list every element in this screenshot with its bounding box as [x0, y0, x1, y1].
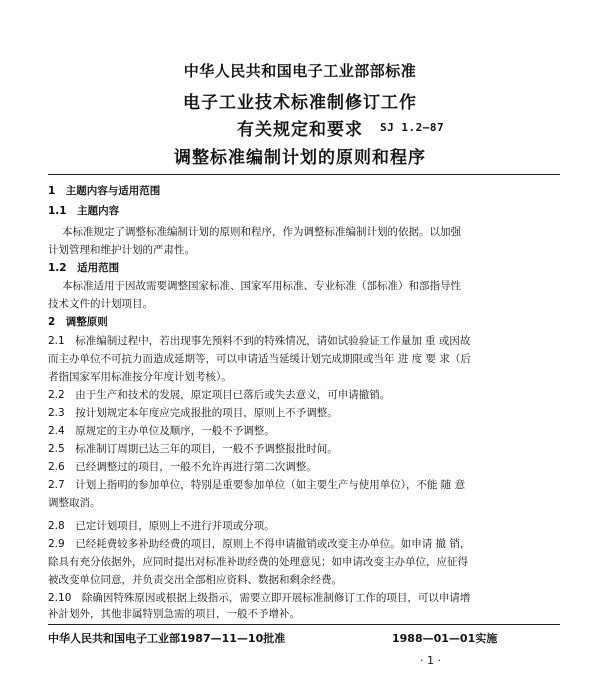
- s2-8: 2.8 已定计划项目，原则上不进行并项或分项。: [48, 520, 275, 532]
- s2-7-line-1: 2.7 计划上指明的参加单位，特别是重要参加单位（如主要生产与使用单位），不能 随 意: [48, 479, 466, 491]
- s2-4: 2.4 原规定的主办单位及顺序，一般不予调整。: [48, 425, 275, 437]
- title-line-2: 有关规定和要求: [237, 120, 363, 140]
- title-line-1: 电子工业技术标准制修订工作: [183, 93, 417, 113]
- s2-2: 2.2 由于生产和技术的发展，原定项目已落后或失去意义，可申请撤销。: [48, 389, 391, 401]
- top-rule: [48, 174, 560, 175]
- approval-date: 中华人民共和国电子工业部1987—11—10批准: [48, 632, 286, 645]
- s2-9-line-3: 被改变单位同意，并负责交出全部相应资料、数据和剩余经费。: [48, 574, 342, 586]
- ministry-heading: 中华人民共和国电子工业部部标准: [183, 62, 417, 80]
- s2-9-line-1: 2.9 已经耗费较多补助经费的项目，原则上不得申请撤销或改变主办单位。如申请 撤 销，: [48, 538, 471, 550]
- s2-3: 2.3 按计划规定本年度应完成报批的项目，原则上不予调整。: [48, 407, 338, 419]
- s2-10-line-2: 补計划外，其他非属特别急需的项目，一般不予增补。: [48, 608, 300, 620]
- s1-1-line-2: 计划管理和维护计划的严肃性。: [48, 244, 195, 256]
- s2-10-line-1: 2.10 除确因特殊原因或根据上级指示，需要立即开展标准制修订工作的项目，可以申请增: [48, 592, 471, 604]
- s2-1-line-3: 者指国家军用标准按分年度计划考核）。: [48, 371, 232, 383]
- s2-6: 2.6 已经调整过的项目，一般不允许再进行第二次调整。: [48, 461, 317, 473]
- s1-2-line-2: 技术文件的计划项目。: [48, 298, 153, 310]
- s2-9-line-2: 除具有充分依据外，应同时提出对标准补助经费的处理意见；如申请改变主办单位，应征得: [48, 556, 468, 568]
- s2-7-line-2: 调整取消。: [48, 497, 101, 509]
- standard-code: SJ 1.2—87: [380, 121, 445, 134]
- section-1-heading: 1 主题内容与适用范围: [48, 185, 161, 197]
- s2-1-line-2: 而主办单位不可抗力而造成延期等，可以申请适当延缓计划完成期限或当年 进 度 要 求（后: [48, 353, 471, 365]
- page-number: · 1 ·: [420, 654, 441, 667]
- s1-1-line-1: 本标准规定了调整标准编制计划的原则和程序，作为调整标准编制计划的依据。以加强: [62, 226, 461, 238]
- s2-5: 2.5 标准制订周期已达三年的项目，一般不予调整报批时间。: [48, 443, 338, 455]
- section-1-1-heading: 1.1 主题内容: [48, 205, 120, 217]
- title-line-3: 调整标准编制计划的原则和程序: [174, 148, 426, 168]
- s2-1-line-1: 2.1 标准编制过程中，若出现事先预料不到的特殊情况，请如试验验证工作量加 重 或因故: [48, 335, 471, 347]
- section-2-heading: 2 调整原则: [48, 316, 108, 328]
- s1-2-line-1: 本标准适用于因故需要调整国家标准、国家军用标准、专业标准（部标准）和部指导性: [62, 280, 461, 292]
- bottom-rule: [48, 624, 560, 625]
- section-1-2-heading: 1.2 适用范围: [48, 262, 120, 274]
- effective-date: 1988—01—01实施: [392, 632, 498, 645]
